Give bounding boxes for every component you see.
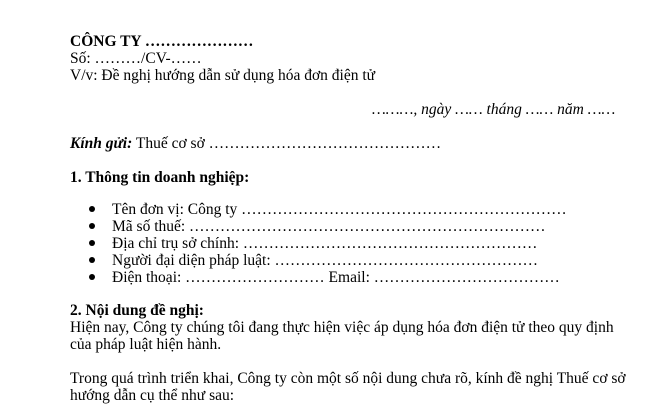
list-item — [89, 218, 546, 236]
list-item — [89, 269, 560, 287]
bullet-icon — [89, 223, 95, 229]
paragraph-line: hướng dẫn cụ thể như sau: — [70, 387, 235, 404]
document-number: Số: ………/CV-…… — [70, 50, 202, 67]
list-item-text: Điện thoại: ……………………… Email: ……………………………… — [112, 269, 560, 286]
bullet-icon — [89, 274, 95, 280]
list-item — [89, 235, 537, 253]
list-item-text: Mã số thuế: …………………………………………………………… — [112, 218, 546, 235]
document-subject: V/v: Đề nghị hướng dẫn sử dụng hóa đơn điện tử — [70, 67, 376, 84]
section2-heading: 2. Nội dung đề nghị: — [70, 302, 204, 319]
recipient-label: Kính gửi: — [70, 135, 133, 152]
list-item-text: Tên đơn vị: Công ty ……………………………………………………… — [112, 201, 567, 218]
recipient-line — [70, 135, 441, 153]
bullet-icon — [89, 206, 95, 212]
section1-heading: 1. Thông tin doanh nghiệp: — [70, 169, 250, 186]
paragraph-line: của pháp luật hiện hành. — [70, 336, 222, 353]
recipient-value: Thuế cơ sở ……………………………………… — [132, 135, 442, 152]
list-item — [89, 252, 538, 270]
list-item — [89, 201, 567, 219]
bullet-icon — [89, 257, 95, 263]
paragraph-line: Trong quá trình triển khai, Công ty còn một số nội dung chưa rõ, kính đề nghị Thuế cơ sở — [70, 370, 626, 387]
paragraph-line: Hiện nay, Công ty chúng tôi đang thực hiện việc áp dụng hóa đơn điện tử theo quy định — [70, 319, 614, 336]
bullet-icon — [89, 240, 95, 246]
company-name: CÔNG TY ………………… — [70, 33, 254, 50]
list-item-text: Địa chỉ trụ sở chính: ………………………………………………… — [112, 235, 538, 252]
list-item-text: Người đại diện pháp luật: …………………………………………… — [112, 252, 539, 269]
date-line: ………, ngày …… tháng …… năm …… — [372, 101, 616, 118]
